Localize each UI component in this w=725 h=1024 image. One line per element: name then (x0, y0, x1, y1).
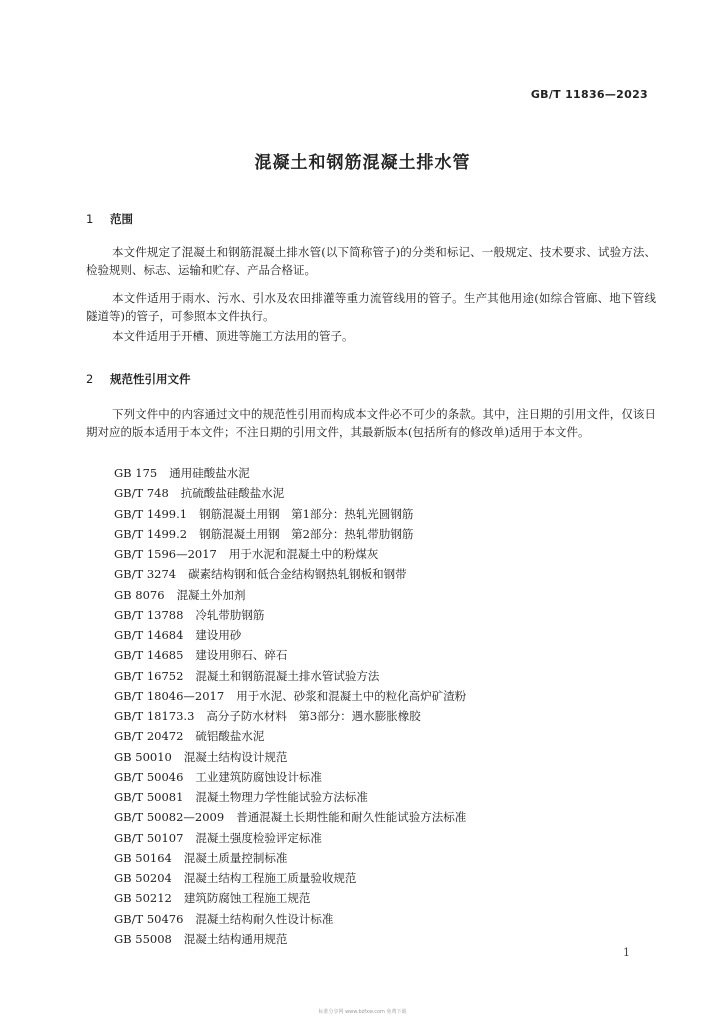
reference-item (114, 807, 466, 827)
reference-code: GB 8076 (114, 587, 165, 602)
paragraph: 本文件适用于雨水、污水、引水及农田排灌等重力流管线用的管子。生产其他用途(如综合管廊、地下管线隧道等)的管子，可参照本文件执行。 (86, 291, 656, 323)
reference-code: GB 50212 (114, 891, 172, 906)
reference-item (114, 706, 466, 726)
reference-title: 混凝土结构耐久性设计标准 (195, 911, 334, 926)
reference-title: 混凝土外加剂 (176, 587, 246, 602)
paragraph: 本文件适用于开槽、顶进等施工方法用的管子。 (112, 329, 354, 343)
reference-title: 钢筋混凝土用钢 第2部分：热轧带肋钢筋 (199, 526, 414, 541)
reference-item (114, 544, 466, 564)
section-1-heading (86, 211, 133, 227)
paragraph: 本文件规定了混凝土和钢筋混凝土排水管(以下简称管子)的分类和标记、一般规定、技术要求、试验方法、检验规则、标志、运输和贮存、产品合格证。 (86, 245, 656, 277)
reference-title: 抗硫酸盐硅酸盐水泥 (180, 486, 285, 501)
page-number: 1 (623, 946, 630, 959)
reference-code: GB/T 50476 (114, 911, 184, 926)
reference-item (114, 848, 466, 868)
reference-item (114, 868, 466, 888)
footer-watermark: 标准分享网 www.bzfxw.com 免费下载 (318, 1009, 407, 1015)
reference-title: 硫铝酸盐水泥 (195, 729, 265, 744)
reference-item (114, 483, 466, 503)
reference-item (114, 564, 466, 584)
reference-item (114, 605, 466, 625)
reference-item (114, 929, 466, 949)
reference-title: 钢筋混凝土用钢 第1部分：热轧光圆钢筋 (199, 506, 414, 521)
reference-title: 高分子防水材料 第3部分：遇水膨胀橡胶 (206, 709, 421, 723)
reference-item (114, 787, 466, 807)
reference-code: GB/T 50046 (114, 769, 184, 784)
reference-list (114, 463, 466, 949)
reference-item (114, 686, 466, 706)
reference-code: GB/T 50107 (114, 830, 184, 845)
section-2-heading (86, 371, 191, 387)
reference-item (114, 645, 466, 665)
reference-item (114, 625, 466, 645)
reference-item (114, 767, 466, 787)
reference-item (114, 747, 466, 767)
reference-item (114, 585, 466, 605)
reference-code: GB/T 20472 (114, 729, 184, 744)
reference-code: GB 50204 (114, 871, 172, 885)
reference-code: GB/T 1499.1 (114, 506, 188, 521)
reference-title: 工业建筑防腐蚀设计标准 (195, 769, 322, 784)
reference-item (114, 888, 466, 908)
reference-code: GB/T 50081 (114, 790, 184, 804)
section-number: 1 (86, 212, 94, 226)
reference-code: GB 175 (114, 466, 158, 480)
reference-code: GB/T 16752 (114, 668, 184, 683)
reference-title: 建设用卵石、碎石 (195, 648, 288, 663)
reference-code: GB 50164 (114, 850, 172, 865)
standard-code: GB/T 11836—2023 (530, 88, 648, 101)
reference-title: 混凝土物理力学性能试验方法标准 (195, 790, 368, 804)
reference-title: 混凝土强度检验评定标准 (195, 830, 322, 845)
reference-item (114, 524, 466, 544)
reference-item (114, 726, 466, 746)
reference-item (114, 666, 466, 686)
reference-item (114, 463, 466, 483)
reference-item (114, 504, 466, 524)
reference-code: GB 50010 (114, 749, 172, 764)
document-title: 混凝土和钢筋混凝土排水管 (254, 153, 471, 173)
reference-code: GB/T 14685 (114, 648, 184, 663)
reference-title: 碳素结构钢和低合金结构钢热轧钢板和钢带 (188, 567, 407, 582)
section-title: 范围 (110, 212, 133, 226)
reference-code: GB/T 14684 (114, 628, 184, 642)
reference-code: GB/T 1596—2017 (114, 547, 217, 561)
reference-code: GB/T 18173.3 (114, 709, 195, 723)
reference-title: 通用硅酸盐水泥 (169, 466, 250, 480)
reference-code: GB/T 18046—2017 (114, 688, 225, 703)
reference-code: GB 55008 (114, 931, 172, 946)
reference-title: 混凝土结构通用规范 (183, 931, 288, 946)
reference-title: 混凝土结构设计规范 (183, 749, 288, 764)
section-title: 规范性引用文件 (110, 372, 191, 386)
reference-title: 建设用砂 (195, 628, 242, 642)
reference-code: GB/T 50082—2009 (114, 810, 225, 825)
paragraph: 下列文件中的内容通过文中的规范性引用而构成本文件必不可少的条款。其中，注日期的引用文件，仅该日期对应的版本适用于本文件；不注日期的引用文件，其最新版本(包括所有的修改单)适用于本文件。 (86, 407, 656, 439)
reference-title: 混凝土质量控制标准 (183, 850, 288, 865)
reference-code: GB/T 1499.2 (114, 526, 188, 541)
reference-item (114, 909, 466, 929)
reference-title: 用于水泥、砂浆和混凝土中的粒化高炉矿渣粉 (236, 688, 467, 703)
reference-title: 建筑防腐蚀工程施工规范 (183, 891, 311, 906)
reference-title: 普通混凝土长期性能和耐久性能试验方法标准 (236, 810, 467, 825)
reference-code: GB/T 3274 (114, 567, 177, 582)
reference-item (114, 828, 466, 848)
reference-title: 用于水泥和混凝土中的粉煤灰 (228, 547, 379, 561)
reference-title: 冷轧带肋钢筋 (195, 607, 265, 622)
reference-code: GB/T 748 (114, 486, 169, 501)
reference-title: 混凝土结构工程施工质量验收规范 (183, 871, 357, 885)
section-number: 2 (86, 372, 94, 386)
reference-title: 混凝土和钢筋混凝土排水管试验方法 (195, 668, 380, 683)
reference-code: GB/T 13788 (114, 607, 184, 622)
